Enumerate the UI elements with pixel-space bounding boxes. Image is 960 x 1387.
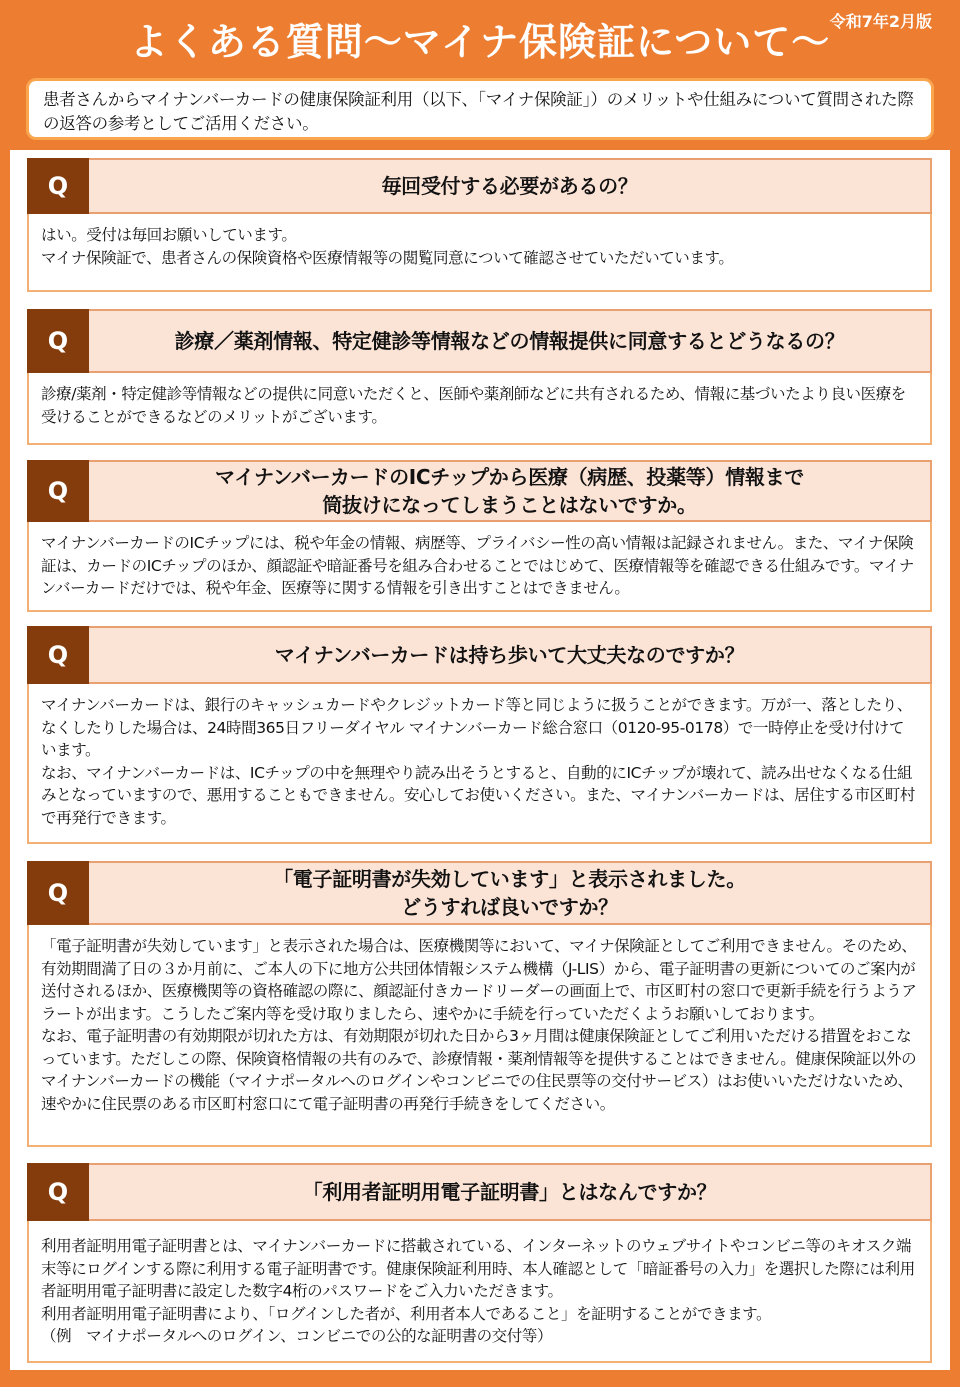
- faq-item: [27, 861, 932, 1147]
- answer-box: [27, 684, 932, 844]
- answer-box: [27, 214, 932, 292]
- intro-box: 患者さんからマイナンバーカードの健康保険証利用（以下、「マイナ保険証」）のメリットや仕組みについて質問された際の返答の参考としてご活用ください。: [26, 78, 934, 140]
- question-header: [27, 460, 932, 522]
- question-line: 筒抜けになってしまうことはないですか。: [322, 493, 697, 517]
- answer-paragraph: （例 マイナポータルへのログイン、コンビニでの公的な証明書の交付等）: [41, 1327, 553, 1345]
- answer-box: [27, 522, 932, 612]
- q-badge: Q: [27, 1163, 89, 1221]
- q-badge: Q: [27, 861, 89, 925]
- q-badge: Q: [27, 460, 89, 522]
- faq-item: [27, 1163, 932, 1363]
- page-title: よくある質問～マイナ保険証について～: [129, 20, 831, 64]
- q-badge: Q: [27, 158, 89, 214]
- question-text: 毎回受付する必要があるの？: [381, 174, 638, 198]
- question-header: [27, 309, 932, 373]
- question-text: 診療／薬剤情報、特定健診等情報などの情報提供に同意するとどうなるの？: [174, 329, 845, 353]
- question-line: どうすれば良いですか？: [401, 895, 618, 919]
- answer-paragraph: はい。受付は毎回お願いしています。: [41, 226, 297, 244]
- question-header: [27, 158, 932, 214]
- faq-item: [27, 309, 932, 445]
- question-text: 「利用者証明用電子証明書」とはなんですか？: [302, 1180, 717, 1204]
- faq-item: [27, 460, 932, 612]
- answer-box: [27, 1221, 932, 1363]
- question-line: 「電子証明書が失効しています」と表示されました。: [273, 867, 746, 891]
- q-badge: Q: [27, 309, 89, 373]
- q-badge: Q: [27, 626, 89, 684]
- question-text: [89, 863, 930, 923]
- answer-box: [27, 925, 932, 1147]
- question-header: [27, 1163, 932, 1221]
- answer-paragraph: マイナ保険証で、患者さんの保険資格や医療情報等の閲覧同意について確認させていただいています。: [41, 248, 734, 267]
- answer-paragraph: 利用者証明用電子証明書とは、マイナンバーカードに搭載されている、インターネットのウェブサイトやコンビニ等のキオスク端末等にログインする際に利用する電子証明書です。健康保険証利用時、本人確認として「暗証番号の入力」を選択した際には利用者証明用電子証明書に設定した数字4桁のパスワードをご入力いただきます。: [41, 1237, 915, 1300]
- faq-panel: [10, 150, 950, 1370]
- answer-paragraph: 診療/薬剤・特定健診等情報などの提供に同意いただくと、医師や薬剤師などに共有されるため、情報に基づいたより良い医療を受けることができるなどのメリットがございます。: [41, 385, 906, 426]
- faq-item: [27, 158, 932, 292]
- faq-item: [27, 626, 932, 844]
- edition-label: 令和7年2月版: [829, 12, 932, 31]
- answer-box: [27, 373, 932, 445]
- page-header: [0, 0, 960, 78]
- answer-paragraph: マイナンバーカードのICチップには、税や年金の情報、病歴等、プライバシー性の高い情報は記録されません。また、マイナ保険証は、カードのICチップのほか、顔認証や暗証番号を組み合わせることではじめて、医療情報等を確認できる仕組みです。マイナンバーカードだけでは、税や年金、医療等に関する情報を引き出すことはできません。: [41, 534, 914, 597]
- answer-paragraph: マイナンバーカードは、銀行のキャッシュカードやクレジットカード等と同じように扱うことができます。万が一、落としたり、なくしたりした場合は、24時間365日フリーダイヤル マイナンバーカード総合窓口（0120-95-0178）で一時停止を受け付けています。: [41, 696, 912, 759]
- question-header: [27, 861, 932, 925]
- answer-paragraph: なお、マイナンバーカードは、ICチップの中を無理やり読み出そうとすると、自動的にICチップが壊れて、読み出せなくなる仕組みとなっていますので、悪用することもできません。安心してお使いください。また、マイナンバーカードは、居住する市区町村で再発行できます。: [41, 763, 915, 827]
- question-text: マイナンバーカードは持ち歩いて大丈夫なのですか？: [274, 643, 745, 667]
- question-text: [89, 462, 930, 520]
- answer-paragraph: なお、電子証明書の有効期限が切れた方は、有効期限が切れた日から3ヶ月間は健康保険証としてご利用いただける措置をおこなっています。ただしこの際、保険資格情報の共有のみで、診療情報・薬剤情報等を提供することはできません。健康保険証以外のマイナンバーカードの機能（マイナポータルへのログインやコンビニでの住民票等の交付サービス）はお使いいただけないため、速やかに住民票のある市区町村窓口にて電子証明書の再発行手続きをしてください。: [41, 1027, 917, 1113]
- answer-paragraph: 「電子証明書が失効しています」と表示された場合は、医療機関等において、マイナ保険証としてご利用できません。そのため、有効期間満了日の３か月前に、ご本人の下に地方公共団体情報システム機構（J-LIS）から、電子証明書の更新についてのご案内が送付されるほか、医療機関等の資格確認の際に、顔認証付きカードリーダーの画面上で、市区町村の窓口で更新手続を行うようアラートが出ます。こうしたご案内等を受け取りましたら、速やかに手続を行っていただくようお願いしております。: [41, 937, 917, 1023]
- answer-paragraph: 利用者証明用電子証明書により、「ログインした者が、利用者本人であること」を証明することができます。: [41, 1304, 772, 1323]
- question-line: マイナンバーカードのICチップから医療（病歴、投薬等）情報まで: [214, 465, 805, 489]
- question-header: [27, 626, 932, 684]
